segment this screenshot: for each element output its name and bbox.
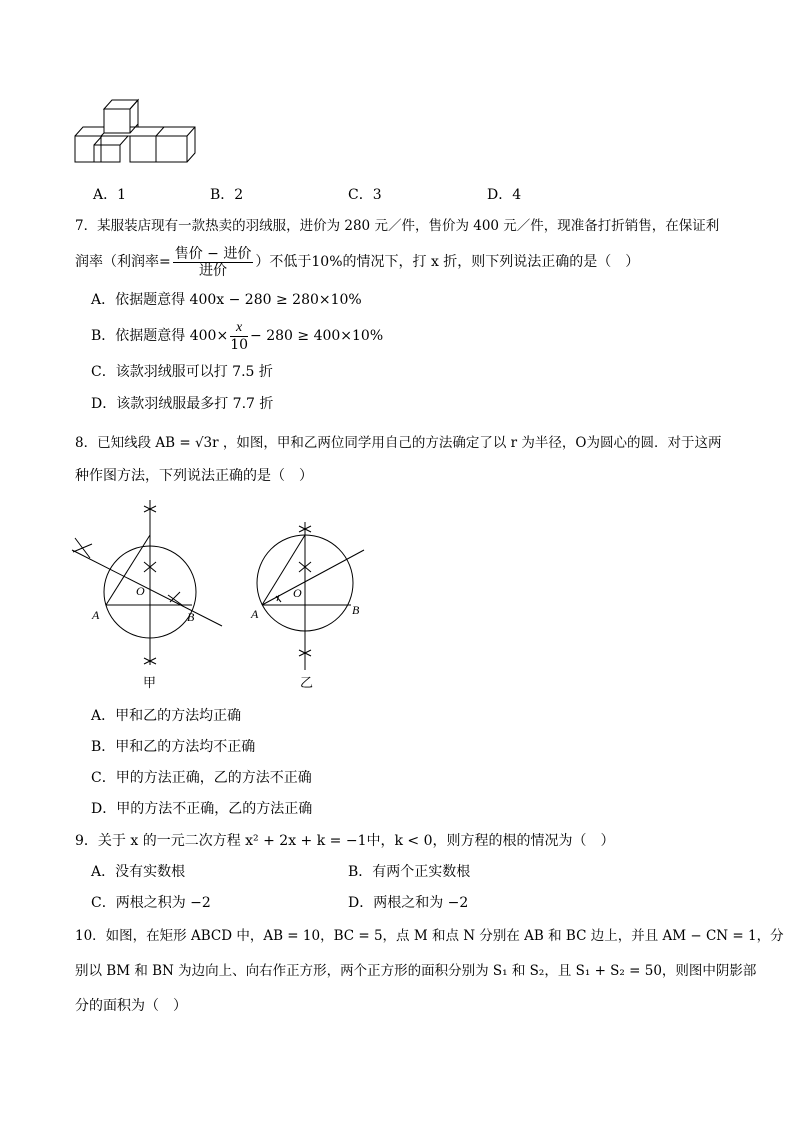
fraction-denominator: 进价 [199,262,228,279]
q9-option-a: A．没有实数根 [91,864,186,880]
option-b-fraction [230,320,248,353]
q7-option-b [91,316,383,356]
q10-stem-line2: 别以 BM 和 BN 为边向上、向右作正方形，两个正方形的面积分别为 S₁ 和 S₂，且 S₁ + S₂ = 50，则图中阴影部 [75,963,757,979]
q7-stem-line2-pre: 润率（利润率= [75,254,171,270]
label-a-jia: A [92,608,100,622]
label-jia: 甲 [143,675,157,690]
q6-option-d: D．4 [487,187,522,203]
label-a-yi: A [251,607,259,621]
label-o-jia: O [136,584,145,598]
construction-figure-jia [70,500,230,690]
q6-option-c: C．3 [348,187,382,203]
q7-stem-line1: 7．某服装店现有一款热卖的羽绒服，进价为 280 元／件，售价为 400 元／件，现准备打折销售，在保证利 [75,218,720,234]
q8-option-c: C．甲的方法正确，乙的方法不正确 [91,770,312,786]
construction-figure-yi [248,500,378,690]
label-o-yi: O [293,586,302,600]
q6-option-b: B．2 [210,187,244,203]
q8-option-a: A．甲和乙的方法均正确 [91,708,242,724]
profit-rate-fraction [173,246,254,279]
q9-stem: 9．关于 x 的一元二次方程 x² + 2x + k = −1中，k < 0，则方程的根的情况为（ ） [75,833,615,849]
fraction-numerator: x [230,320,248,337]
q9-option-c: C．两根之积为 −2 [91,895,211,911]
q9-option-d: D．两根之和为 −2 [348,895,469,911]
q9-option-b: B．有两个正实数根 [348,864,471,880]
fraction-numerator: 售价 − 进价 [174,245,252,262]
q7-option-b-pre: B．依据题意得 400× [91,328,229,344]
label-yi: 乙 [300,675,314,690]
q8-option-d: D．甲的方法不正确，乙的方法正确 [91,801,313,817]
q8-stem-line1: 8．已知线段 AB = √3r ，如图，甲和乙两位同学用自己的方法确定了以 r 为半径，O为圆心的圆．对于这两 [75,435,722,451]
q10-stem-line1: 10．如图，在矩形 ABCD 中，AB = 10，BC = 5，点 M 和点 N 分别在 AB 和 BC 边上，并且 AM − CN = 1，分 [75,928,784,944]
q7-stem-line2 [75,242,639,282]
q7-option-d: D．该款羽绒服最多打 7.7 折 [91,396,274,412]
q10-stem-line3: 分的面积为（ ） [75,998,187,1014]
cube-solid-figure [70,96,200,166]
q6-option-a: A．1 [93,187,127,203]
q7-stem-line2-post: ）不低于10%的情况下，打 x 折，则下列说法正确的是（ ） [255,254,640,270]
q8-stem-line2: 种作图方法，下列说法正确的是（ ） [75,468,313,484]
label-b-jia: B [187,610,195,624]
q7-option-b-post: − 280 ≥ 400×10% [250,328,384,344]
fraction-denominator: 10 [230,336,249,353]
q7-option-c: C．该款羽绒服可以打 7.5 折 [91,364,273,380]
q7-option-a: A．依据题意得 400x − 280 ≥ 280×10% [91,292,362,308]
label-b-yi: B [352,603,360,617]
q8-option-b: B．甲和乙的方法均不正确 [91,739,256,755]
